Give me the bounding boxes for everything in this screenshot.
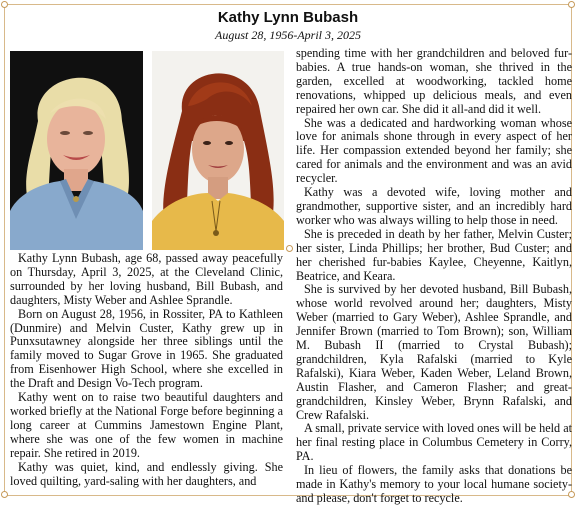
obituary-paragraph: Kathy went on to raise two beautiful daughters and worked briefly at the National Forge before beginning a long career at Cummins Jamestown Engine Plant, where she was one of the few women in machine repair. She retired in 2019. bbox=[10, 390, 283, 460]
left-text-column bbox=[10, 252, 283, 488]
obituary-paragraph: Kathy was a devoted wife, loving mother and grandmother, supportive sister, and an incredibly hard worker who was always willing to help those in need. bbox=[296, 185, 572, 227]
younger-portrait-photo bbox=[152, 51, 284, 250]
obituary-paragraph: She was a dedicated and hardworking woman whose love for animals shone through in every aspect of her life. Her compassion extended beyond her family; she cared for animals and the environment and was an avid recycler. bbox=[296, 115, 572, 186]
obituary-paragraph: Kathy Lynn Bubash, age 68, passed away peacefully on Thursday, April 3, 2025, at the Cleveland Clinic, surrounded by her loving husband, Bill Bubash, and daughters, Misty Weber and Ashlee Sprandle. bbox=[10, 251, 283, 307]
recent-portrait-photo bbox=[10, 51, 143, 250]
obituary-paragraph: Kathy was quiet, kind, and endlessly giving. She loved quilting, yard-saling with her daughters, and bbox=[10, 459, 283, 488]
corner-ornament bbox=[1, 491, 8, 498]
corner-ornament bbox=[1, 1, 8, 8]
obituary-paragraph-continued: spending time with her grandchildren and beloved fur-babies. A true hands-on woman, she thrived in the garden, excelled at woodworking, tackled home renovations, whipped up delicious meals, and even repaired her own car. She did it all-and did it well. bbox=[296, 46, 572, 116]
right-text-column bbox=[296, 47, 572, 506]
obituary-paragraph: She is preceded in death by her father, Melvin Custer; her sister, Linda Phillips; her brother, Bud Custer; and her cherished fur-babies Kaylee, Cheyenne, Kaitlyn, Beatrice, and Keara. bbox=[296, 226, 572, 283]
corner-ornament bbox=[286, 245, 293, 252]
obituary-paragraph: She is survived by her devoted husband, Bill Bubash, whose world revolved around her; daughters, Misty Weber (married to Gary Weber), Ashlee Sprandle, and Jennifer Brown (married to Tom Brown); son, William M. Bubash II (married to Crystal Bubash); grandchildren, Kyla Rafalski (married to Kyle Rafalski), Kiara Weber, Kaden Weber, Leland Brown, Austin Flasher, and Cameron Flasher; and great-grandchildren, Kinsley Weber, Brynn Rafalski, and Crew Rafalski. bbox=[296, 282, 572, 422]
obituary-name: Kathy Lynn Bubash bbox=[217, 9, 359, 26]
obituary-paragraph: In lieu of flowers, the family asks that donations be made in Kathy's memory to your local humane society-and please, don't forget to recycle. bbox=[296, 463, 572, 505]
corner-ornament bbox=[568, 1, 575, 8]
obituary-paragraph: Born on August 28, 1956, in Rossiter, PA to Kathleen (Dunmire) and Melvin Custer, Kathy grew up in Punxsutawney alongside her three siblings until the family moved to Sugar Grove in 1965. She graduated from Eisenhower High School, where she excelled in the Draft and Design Vo-Tech program. bbox=[10, 306, 283, 391]
obituary-dates: August 28, 1956-April 3, 2025 bbox=[215, 28, 361, 42]
obituary-paragraph: A small, private service with loved ones will be held at her final resting place in Columbus Cemetery in Corry, PA. bbox=[296, 421, 572, 464]
